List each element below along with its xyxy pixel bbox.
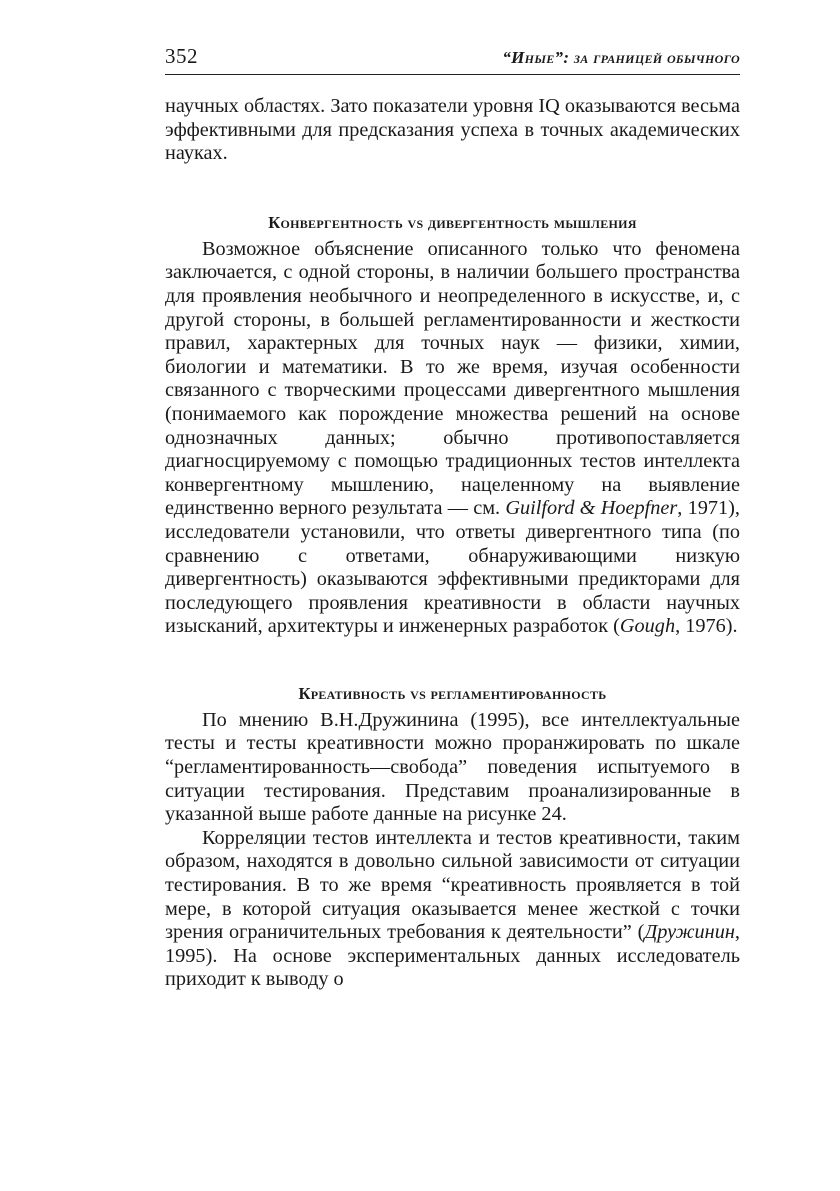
text-run: , 1971), исследователи установили, что ответы дивергентного типа (по сравнению с ответами, обнаруживающими низкую дивергентность) оказываются эффективными предикторами для последующего проявления креативности в области научных изысканий, архитектуры и инженерных разработок (	[165, 497, 740, 638]
citation: Дружинин	[644, 921, 735, 944]
page-number: 352	[165, 44, 198, 68]
text-run: , 1976).	[675, 615, 738, 638]
text-run: , 1995). На основе экспериментальных данных исследователь приходит к выводу о	[165, 921, 740, 991]
text-run: Корреляции тестов интеллекта и тестов креативности, таким образом, находятся в довольно сильной зависимости от ситуации тестирования. В то же время “креативность проявляется в той мере, в которой ситуация оказывается менее жесткой с точки зрения ограничительных требования к деятельности” (	[165, 826, 740, 944]
citation: Guilford & Hoepfner	[505, 497, 678, 520]
running-header	[165, 44, 740, 75]
citation: Gough	[619, 615, 676, 638]
running-title: “Иные”: за границей обычного	[502, 48, 740, 67]
text-run: Возможное объяснение описанного только что феномена заключается, с одной стороны, в наличии большего пространства для проявления необычного и неопределенного в искусстве, и, с другой стороны, в большей регламентированности и жесткости правил, характерных для точных наук — физики, химии, биологии и математики. В то же время, изучая особенности связанного с творческими процессами дивергентного мышления (понимаемого как порождение множества решений на основе однозначных данных; обычно противопоставляется диагносцируемому с помощью традиционных тестов интеллекта конвергентному мышлению, нацеленному на выявление единственно верного результата — см.	[165, 237, 740, 520]
section-heading-convergence: Конвергентность vs дивергентность мышления	[268, 212, 637, 232]
continued-paragraph: научных областях. Зато показатели уровня IQ оказываются весьма эффективными для предсказания успеха в точных академических науках.	[165, 95, 740, 165]
section-2-paragraph-2	[165, 827, 740, 992]
section-1-paragraph	[165, 238, 740, 639]
section-heading-creativity: Креативность vs регламентированность	[298, 683, 607, 703]
book-page	[165, 44, 740, 992]
section-2-paragraph-1: По мнению В.Н.Дружинина (1995), все интеллектуальные тесты и тесты креативности можно проранжировать по шкале “регламентированность—свобода” поведения испытуемого в ситуации тестирования. Представим проанализированные в указанной выше работе данные на рисунке 24.	[165, 708, 740, 826]
